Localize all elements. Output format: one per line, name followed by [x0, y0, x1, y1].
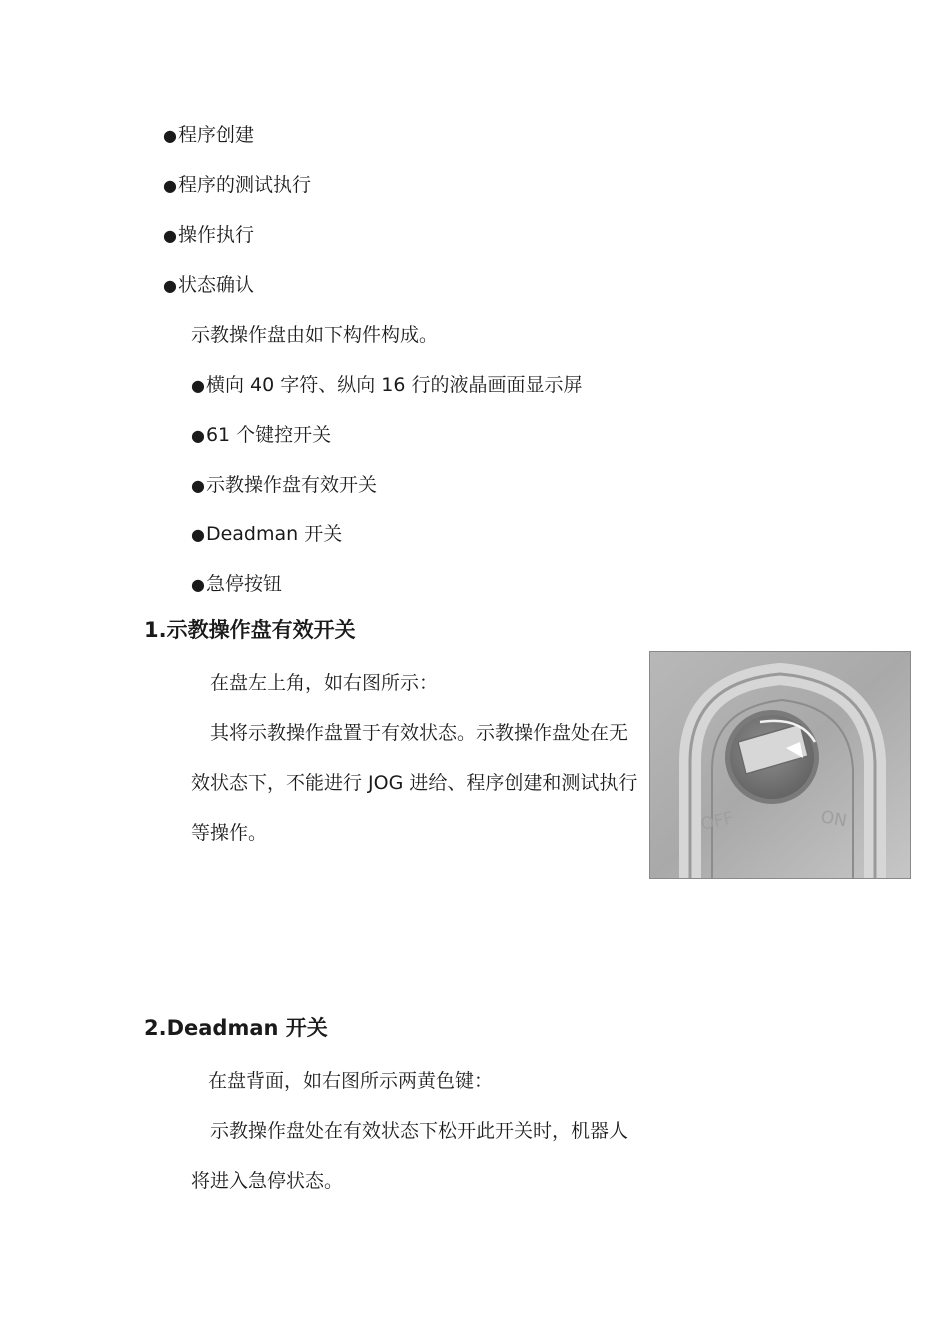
function-item: ● 状态确认	[163, 273, 254, 298]
component-item: ● 急停按钮	[191, 572, 282, 597]
on-label: ON	[819, 807, 849, 832]
component-item: ● Deadman 开关	[191, 522, 342, 547]
section2-location: 在盘背面，如右图所示两黄色键：	[208, 1070, 494, 1092]
section1-description-line: 其将示教操作盘置于有效状态。示教操作盘处在无	[210, 722, 629, 744]
component-item: ● 61 个键控开关	[191, 423, 331, 448]
off-label: OFF	[698, 808, 736, 835]
section2-title: 2.Deadman 开关	[144, 1016, 328, 1040]
section2-description-line: 示教操作盘处在有效状态下松开此开关时，机器人	[210, 1120, 629, 1142]
section1-description-line: 效状态下，不能进行 JOG 进给、程序创建和测试执行	[191, 772, 638, 794]
enable-switch-photo	[649, 651, 911, 879]
component-item: ● 横向 40 字符、纵向 16 行的液晶画面显示屏	[191, 373, 582, 398]
section1-title: 1.示教操作盘有效开关	[144, 618, 356, 642]
function-item: ● 操作执行	[163, 223, 254, 248]
section2-description-line: 将进入急停状态。	[191, 1170, 344, 1192]
section1-description-line: 等操作。	[191, 822, 268, 844]
function-item: ● 程序创建	[163, 123, 254, 148]
section1-location: 在盘左上角，如右图所示：	[210, 672, 439, 694]
function-item: ● 程序的测试执行	[163, 173, 311, 198]
key-switch-illustration	[650, 652, 910, 878]
component-item: ● 示教操作盘有效开关	[191, 473, 377, 498]
components-intro: 示教操作盘由如下构件构成。	[191, 324, 439, 346]
